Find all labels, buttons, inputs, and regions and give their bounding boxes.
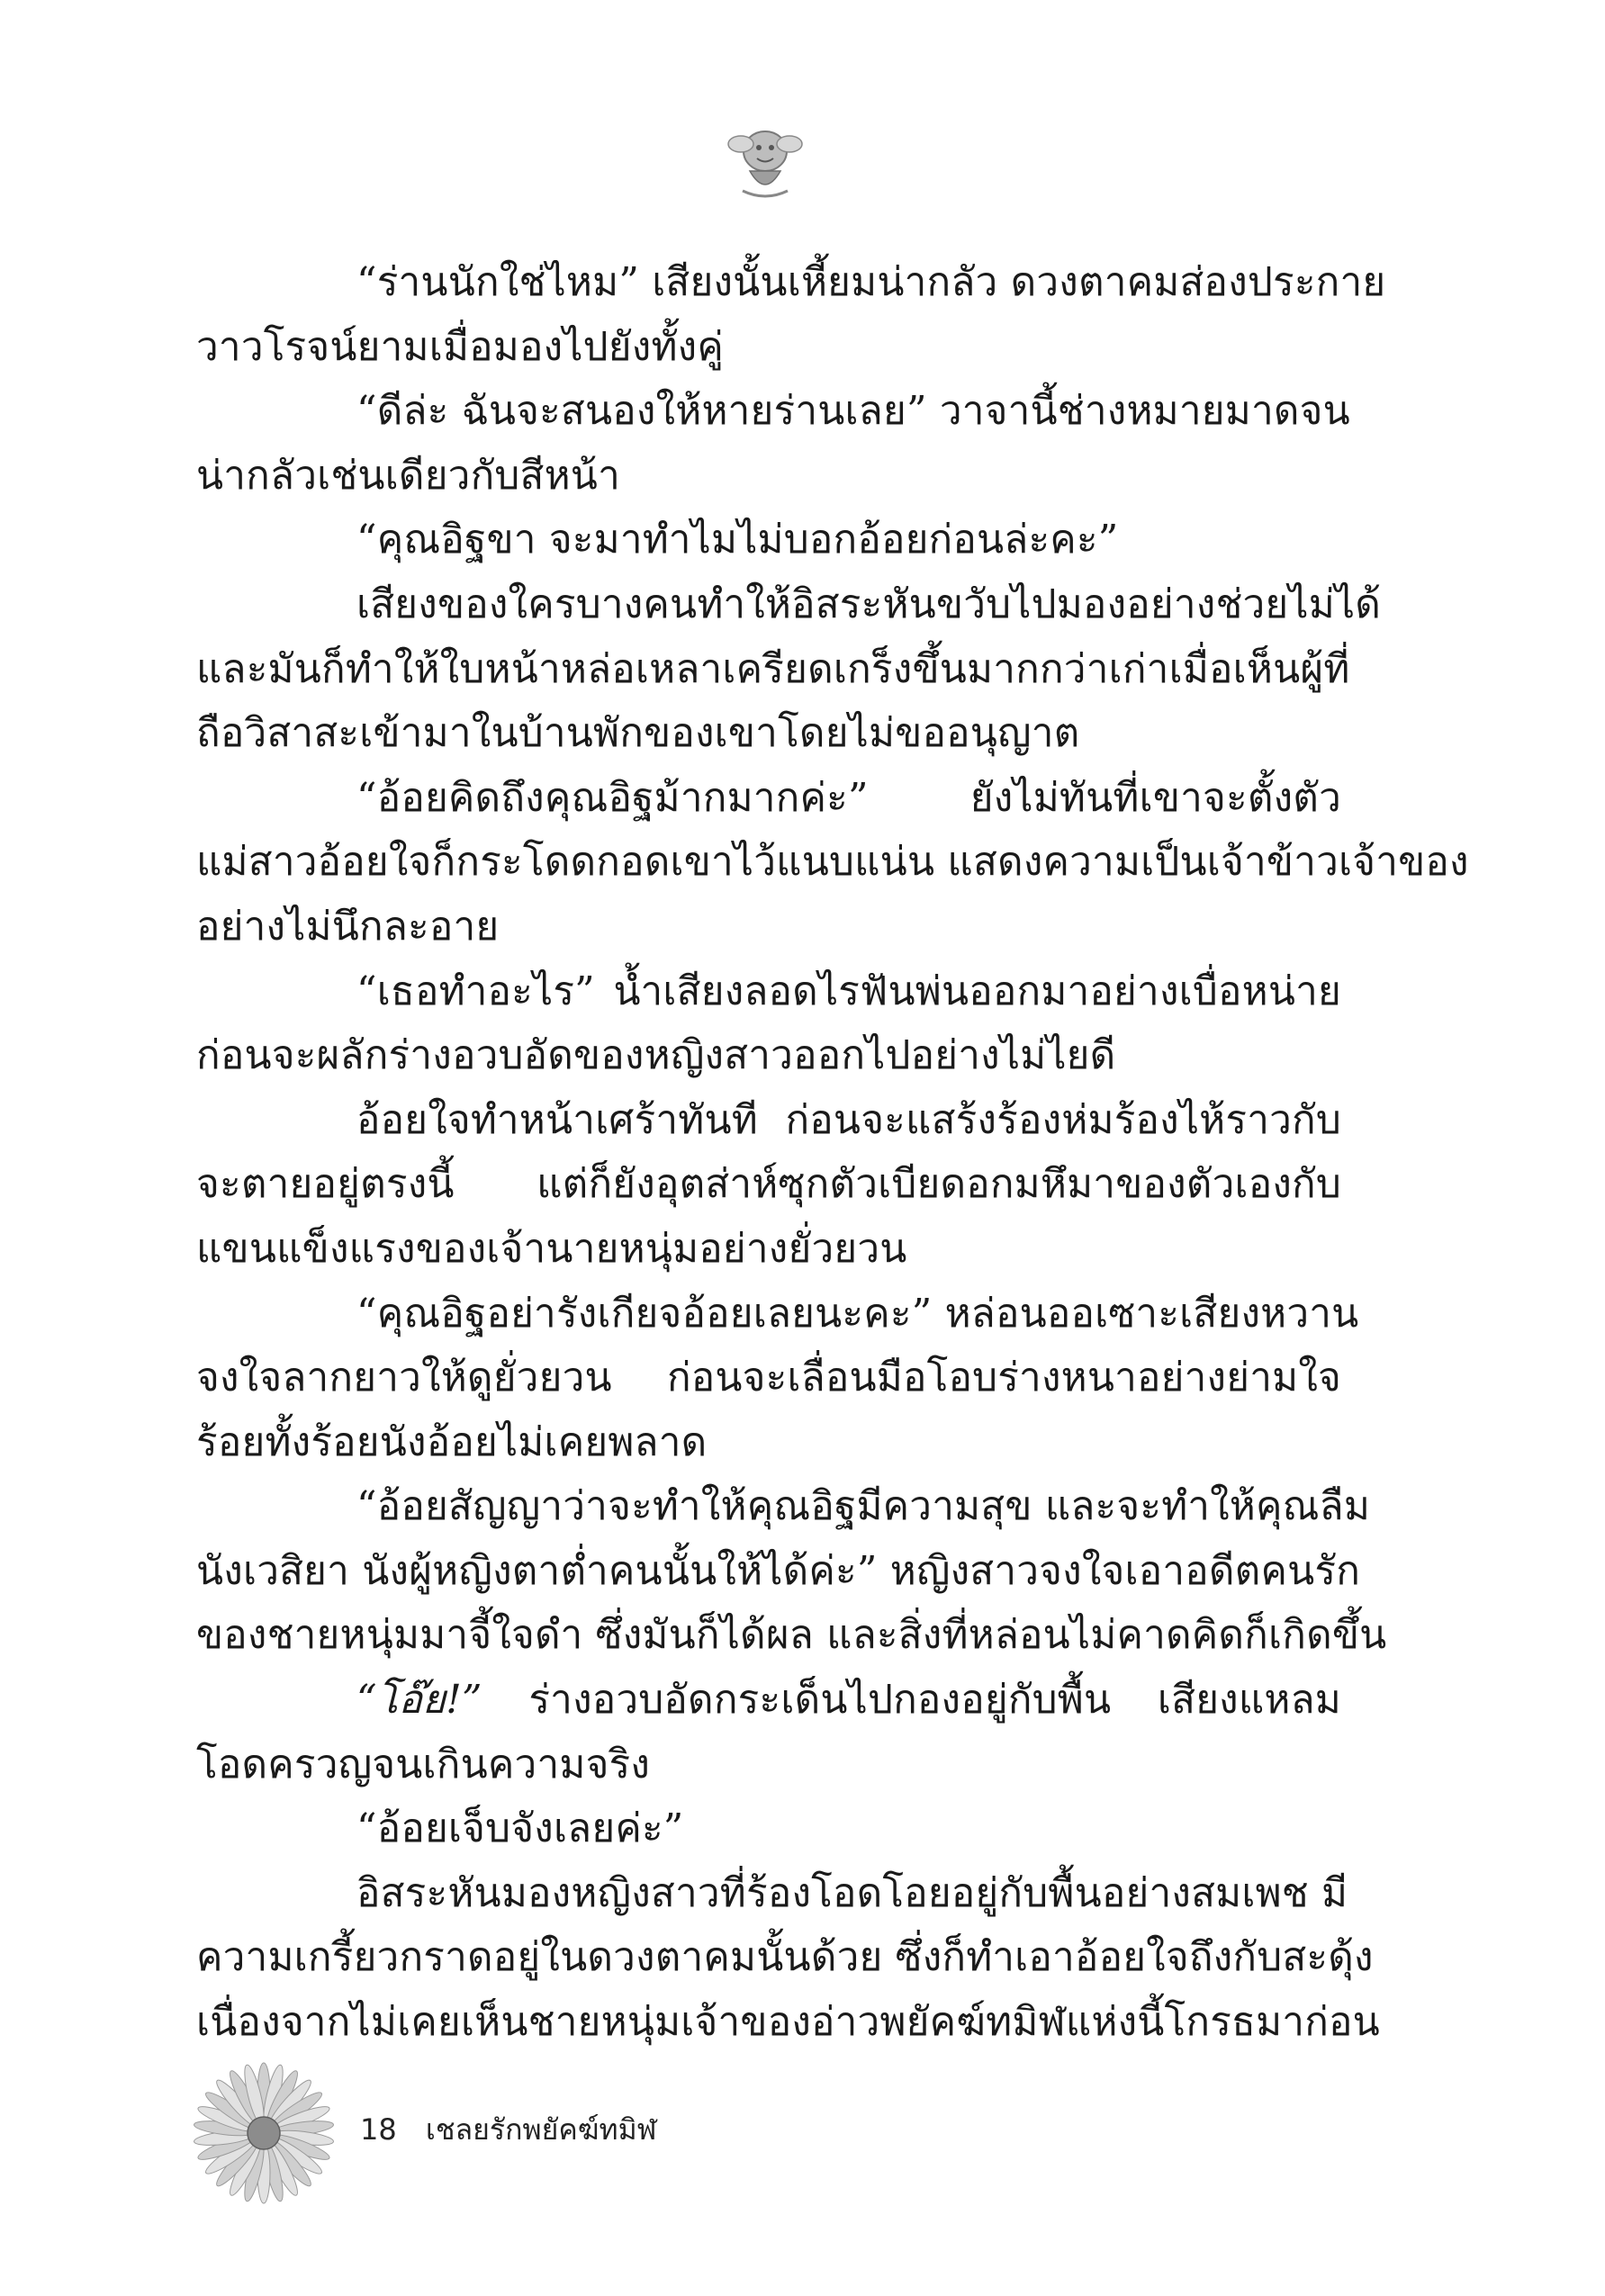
text-line: วาวโรจน์ยามเมื่อมองไปยังทั้งคู่ bbox=[196, 323, 724, 370]
text-line: “คุณอิฐขา จะมาทำไมไม่บอกอ้อยก่อนล่ะคะ” bbox=[356, 517, 1119, 563]
page-footer bbox=[360, 2107, 657, 2153]
text-line: ความเกรี้ยวกราดอยู่ในดวงตาคมนั้นด้วย ซึ่งก็ทำเอาอ้อยใจถึงกับสะดุ้ง bbox=[196, 1934, 1374, 1981]
text-line: อิสระหันมองหญิงสาวที่ร้องโอดโอยอยู่กับพื้นอย่างสมเพช มี bbox=[356, 1869, 1348, 1916]
text-line: ก่อนจะผลักร่างอวบอัดของหญิงสาวออกไปอย่างไม่ไยดี bbox=[196, 1032, 1116, 1079]
text-line: “โอ๊ย!” ร่างอวบอัดกระเด็นไปกองอยู่กับพื้น เสียงแหลม bbox=[356, 1677, 1341, 1724]
text-line: แขนแข็งแรงของเจ้านายหนุ่มอย่างยั่วยวน bbox=[196, 1225, 907, 1272]
text-line: เนื่องจากไม่เคยเห็นชายหนุ่มเจ้าของอ่าวพยัคฆ์ทมิฬแห่งนี้โกรธมาก่อน bbox=[196, 1999, 1380, 2046]
text-line: “อ้อยสัญญาว่าจะทำให้คุณอิฐมีความสุข และจะทำให้คุณลืม bbox=[356, 1483, 1371, 1530]
text-line: แม่สาวอ้อยใจก็กระโดดกอดเขาไว้แนบแน่น แสดงความเป็นเจ้าข้าวเจ้าของ bbox=[196, 839, 1469, 886]
text-line: เสียงของใครบางคนทำให้อิสระหันขวับไปมองอย่างช่วยไม่ได้ bbox=[356, 581, 1382, 627]
text-line: อ้อยใจทำหน้าเศร้าทันที ก่อนจะแสร้งร้องห่มร้องไห้ราวกับ bbox=[356, 1096, 1341, 1143]
text-line: จะตายอยู่ตรงนี้ แต่ก็ยังอุตส่าห์ซุกตัวเบียดอกมหึมาของตัวเองกับ bbox=[196, 1161, 1341, 1208]
text-line: “ดีล่ะ ฉันจะสนองให้หายร่านเลย” วาจานี้ช่างหมายมาดจน bbox=[356, 388, 1350, 435]
text-line: ร้อยทั้งร้อยนังอ้อยไม่เคยพลาด bbox=[196, 1418, 708, 1465]
text-line: “ร่านนักใช่ไหม” เสียงนั้นเหี้ยมน่ากลัว ดวงตาคมส่องประกาย bbox=[356, 259, 1386, 305]
text-line: นังเวสิยา นังผู้หญิงตาต่ำคนนั้นให้ได้ค่ะ” หญิงสาวจงใจเอาอดีตคนรัก bbox=[196, 1547, 1361, 1594]
text-line: “คุณอิฐอย่ารังเกียจอ้อยเลยนะคะ” หล่อนออเซาะเสียงหวาน bbox=[356, 1290, 1359, 1337]
text-line: ถือวิสาสะเข้ามาในบ้านพักของเขาโดยไม่ขออนุญาต bbox=[196, 710, 1080, 757]
text-line: น่ากลัวเช่นเดียวกับสีหน้า bbox=[196, 452, 620, 499]
text-line: “เธอทำอะไร” น้ำเสียงลอดไรฟันพ่นออกมาอย่างเบื่อหน่าย bbox=[356, 968, 1341, 1014]
text-line: อย่างไม่นึกละอาย bbox=[196, 903, 500, 950]
daisy-flower-icon bbox=[187, 2057, 340, 2210]
book-title: เชลยรักพยัคฆ์ทมิฬ bbox=[425, 2112, 657, 2147]
text-line: โอดครวญจนเกินความจริง bbox=[196, 1741, 651, 1787]
text-line: จงใจลากยาวให้ดูยั่วยวน ก่อนจะเลื่อนมือโอบร่างหนาอย่างย่ามใจ bbox=[196, 1355, 1341, 1401]
cupid-ornament-icon bbox=[725, 115, 806, 205]
text-line: “อ้อยเจ็บจังเลยค่ะ” bbox=[356, 1805, 684, 1852]
page-number: 18 bbox=[360, 2112, 397, 2147]
text-line: “อ้อยคิดถึงคุณอิฐม้ากมากค่ะ” ยังไม่ทันที่เขาจะตั้งตัว bbox=[356, 774, 1341, 821]
story-text bbox=[196, 250, 1469, 2055]
text-line: ของชายหนุ่มมาจี้ใจดำ ซึ่งมันก็ได้ผล และสิ่งที่หล่อนไม่คาดคิดก็เกิดขึ้น bbox=[196, 1612, 1387, 1659]
text-line: และมันก็ทำให้ใบหน้าหล่อเหลาเครียดเกร็งขึ้นมากกว่าเก่าเมื่อเห็นผู้ที่ bbox=[196, 645, 1350, 692]
